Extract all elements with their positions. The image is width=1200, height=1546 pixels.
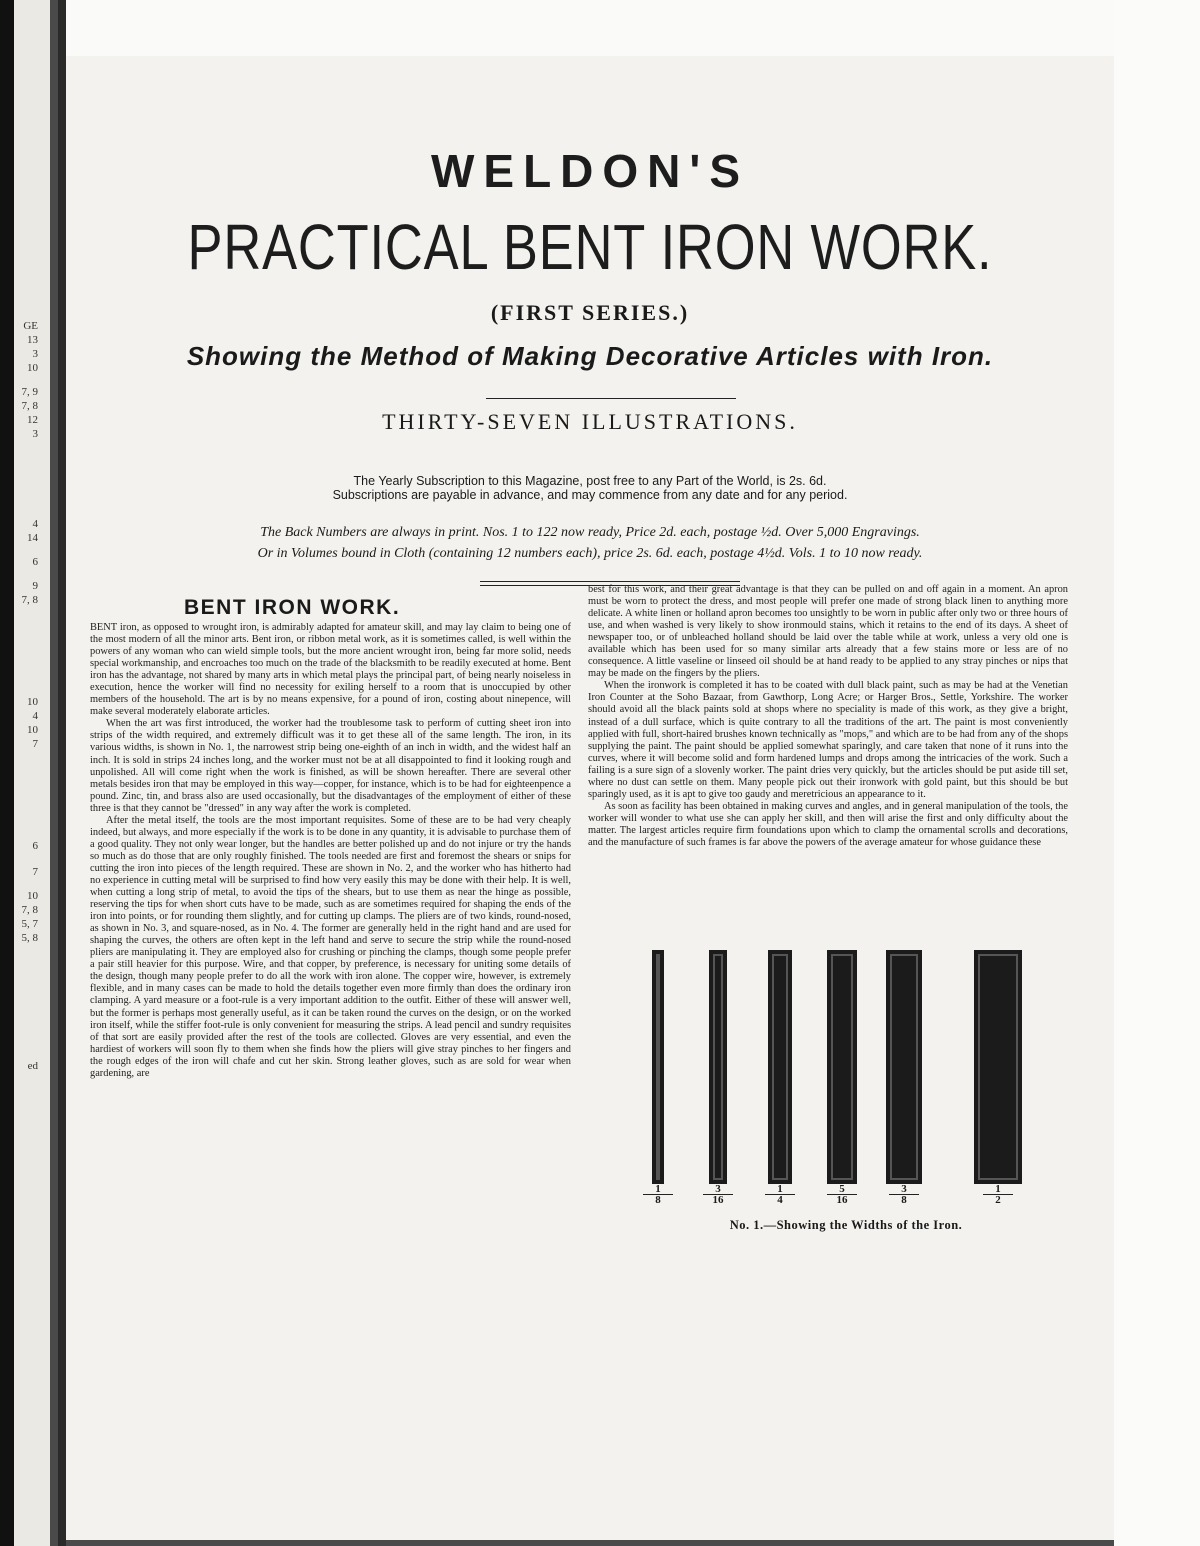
margin-number: 9 [32,580,38,592]
page-title: PRACTICAL BENT IRON WORK. [187,211,993,283]
width-fraction-label [703,1184,733,1205]
illustrations-count: THIRTY-SEVEN ILLUSTRATIONS. [382,409,798,434]
article-column-2 [588,584,1068,942]
paragraph: BENT iron, as opposed to wrought iron, is admirably adapted for amateur skill, and may lay claim to being one of the most modern of all the minor arts. Bent iron, or ribbon metal work, as it is sometimes called, is well within the powers of any woman who can wield simple tools, but the more ancient wrought iron, being far more solid, needs special workmanship, and encroaches too much on the trade of the blacksmith to be readily executed at home. Bent iron has the advantage, not shared by many arts in which metal plays the principal part, of being nearly noiseless in execution, hence the worker will find no necessity for exiling herself to a room that is unoccupied by other members of the household. The art is by no means expensive, for a pound of iron, costing about ninepence, will make several moderately elaborate articles. [90,622,571,718]
fraction-denominator: 8 [901,1194,907,1206]
width-fraction-label [983,1184,1013,1205]
top-margin [66,0,1200,56]
divider [480,581,740,582]
subtitle: Showing the Method of Making Decorative Articles with Iron. [186,341,994,371]
iron-width-bar [768,950,792,1184]
fraction-numerator: 1 [643,1184,673,1195]
paragraph: After the metal itself, the tools are the most important requisites. Some of these are to be had very cheaply indeed, but always, and more especially if the work is to be done in any quantity, it is advisable to purchase them of a good quality. They not only wear longer, but the handles are better polished up and do not injure or try the hands so much as do those that are only roughly finished. The tools needed are first and foremost the shears or snips for cutting the iron into pieces of the length required. These are shown in No. 2, and the worker who has hitherto had no experience in cutting metal will be surprised to find how very easily this may be done with their help. It is well, when cutting a long strip of metal, to avoid the tips of the shears, but to use them as near the hinge as possible, reserving the tips for when short cuts have to be made, such as are sometimes required for shaping the ends of the iron into points, or for rounding them slightly, and for cutting up clamps. The pliers are of two kinds, round-nosed, as shown in No. 3, and square-nosed, as in No. 4. The former are generally held in the right hand and are used for shaping the curves, the others are often kept in the left hand and serve to secure the strip while the round-nosed pliers are manipulating it. They are employed also for crushing or pinching the clamps, though some people prefer a pair still heavier for this purpose. Wire, and that copper, by preference, is necessary for uniting some details of the design, though many people prefer to do all the work with iron alone. The copper wire, however, is extremely flexible, and in many cases can be made to hold the details together even more firmly than does the ordinary iron clamping. A yard measure or a foot-rule is a very important addition to the outfit. Either of these will answer well, but the former is perhaps most generally useful, as it can be taken round the curves on the design, or on the worked iron itself, while the stiffer foot-rule is only convenient for measuring the strips. A lead pencil and sundry requisites of that sort are easily provided after the rest of the tools are collected. Gloves are very essential, and even the hardiest of workers will soon fly to them when she finds how the pliers will give stray pinches to her fingers and the rough edges of the iron will chafe and cut her skin. Strong leather gloves, such as are sold for wear when gardening, are [90,814,571,1079]
paragraph: As soon as facility has been obtained in making curves and angles, and in general manipulation of the tools, the worker will wonder to what use she can apply her skill, and then will arise the first and only difficulty about the matter. The largest articles require firm foundations upon which to clamp the ornamental scrolls and decorations, and the manufacture of such frames is far above the powers of the average amateur for whose guidance these [588,800,1068,848]
fraction-numerator: 3 [889,1184,919,1195]
margin-number: 13 [27,334,38,346]
margin-number: 14 [27,532,38,544]
paragraph: When the ironwork is completed it has to be coated with dull black paint, such as may be had at the Venetian Iron Counter at the Soho Bazaar, from Gawthorp, Long Acre; or Harger Bros., Settle, Yorkshire. The worker should avoid all the black paints sold at shops where no speciality is made of this work, as they give a bright, instead of a dull surface, which is quite contrary to all the traditions of the art. The paint is most conveniently applied with full, short-haired brushes known technically as "mops," and which are to be had from any of the shops supplying the paint. The paint should be applied somewhat sparingly, and care taken that none of it runs into the curves, where it will become solid and form hardened lumps and drops among the intricacies of the work. Such a failing is a sure sign of a slovenly worker. The paint dries very quickly, but the articles should be put aside till set, where no dust can settle on them. Many people pick out their ironwork with gold paint, but this should be but sparingly used, as it is apt to give too gaudy and meretricious an appearance to it. [588,680,1068,800]
margin-number: 10 [27,362,38,374]
paragraph: When the art was first introduced, the worker had the troublesome task to perform of cutting sheet iron into strips of the width required, and extremely difficult was it to get these all of the same length. The iron, in its various widths, is shown in No. 1, the narrowest strip being one-eighth of an inch in width, and the widest half an inch. It is sold in strips 24 inches long, and the worker must not be at all disappointed to find it looking rough and unpolished. All will come right when the work is finished, as will be shown hereafter. There are several other metals besides iron that may be employed in this way—copper, for instance, which is to be had for eighteenpence a pound. Zinc, tin, and brass also are used occasionally, but the disadvantages of the employment of either of these three is that they cannot be "dressed" in any way after the work is completed. [90,718,571,814]
section-heading: BENT IRON WORK. [184,596,401,619]
fraction-denominator: 8 [655,1194,661,1206]
margin-number: 4 [32,710,38,722]
subscription-line-2: Subscriptions are payable in advance, and may commence from any date and for any period. [332,488,848,502]
magazine-page [66,56,1114,1540]
margin-number: 12 [27,414,38,426]
iron-width-bar [886,950,922,1184]
margin-number: 7, 9 [21,386,38,398]
left-page-margin-numbers [0,0,48,1546]
fraction-denominator: 16 [836,1194,848,1206]
margin-number: 3 [32,348,38,360]
margin-number: 10 [27,696,38,708]
fraction-numerator: 1 [983,1184,1013,1195]
fraction-numerator: 1 [765,1184,795,1195]
figure-caption: No. 1.—Showing the Widths of the Iron. [729,1218,963,1232]
margin-number: ed [27,1060,38,1072]
divider [486,398,736,399]
article-column-1 [90,622,571,1447]
right-margin [1114,0,1200,1546]
margin-number: 10 [27,724,38,736]
fraction-numerator: 5 [827,1184,857,1195]
publisher-name: WELDON'S [430,145,750,197]
paragraph: best for this work, and their great advantage is that they can be pulled on and off again in a moment. An apron must be worn to protect the dress, and most people will prefer one made of strong black linen to anything more delicate. A white linen or holland apron becomes too unsightly to be worn in public after only two or three hours of use, and when washed is very likely to show ironmould stains, which it retains to the end of its days. A sheet of newspaper too, or of unbleached holland should be laid over the table while at work, unless a very old one is available which has been used for so many similar arts already that a few stains more or less are of no consequence. A little vaseline or linseed oil should be at hand ready to be applied to any stray pinches or nips that may be made on the fingers by the pliers. [588,584,1068,680]
fraction-numerator: 3 [703,1184,733,1195]
iron-width-bar [709,950,727,1184]
margin-number: GE [23,320,38,332]
width-fraction-label [889,1184,919,1205]
back-numbers-line-1: The Back Numbers are always in print. Nos. 1 to 122 now ready, Price 2d. each, postage ½d. Over 5,000 Engravings. [260,525,920,540]
iron-width-bar [974,950,1022,1184]
margin-number: 3 [32,428,38,440]
width-fraction-label [765,1184,795,1205]
margin-number: 6 [32,556,38,568]
subscription-info [66,474,1114,502]
margin-number: 4 [32,518,38,530]
back-numbers-info [66,522,1114,564]
margin-number: 7 [32,866,38,878]
margin-number: 7, 8 [21,594,38,606]
fraction-denominator: 4 [777,1194,783,1206]
margin-number: 7, 8 [21,400,38,412]
margin-number: 5, 7 [21,918,38,930]
width-fraction-label [643,1184,673,1205]
margin-number: 5, 8 [21,932,38,944]
margin-number: 6 [32,840,38,852]
margin-number: 7, 8 [21,904,38,916]
iron-width-bar [652,950,664,1184]
iron-width-bar [827,950,857,1184]
fraction-denominator: 2 [995,1194,1001,1206]
width-fraction-label [827,1184,857,1205]
series-label: (FIRST SERIES.) [490,300,690,325]
fraction-denominator: 16 [712,1194,724,1206]
figure-iron-widths [626,950,1066,1440]
subscription-line-1: The Yearly Subscription to this Magazine, post free to any Part of the World, is 2s. 6d. [353,474,827,488]
margin-number: 10 [27,890,38,902]
margin-number: 7 [32,738,38,750]
book-spine [58,0,66,1546]
back-numbers-line-2: Or in Volumes bound in Cloth (containing 12 numbers each), price 2s. 6d. each, postage 4½d. Vols. 1 to 10 now ready. [257,546,923,561]
